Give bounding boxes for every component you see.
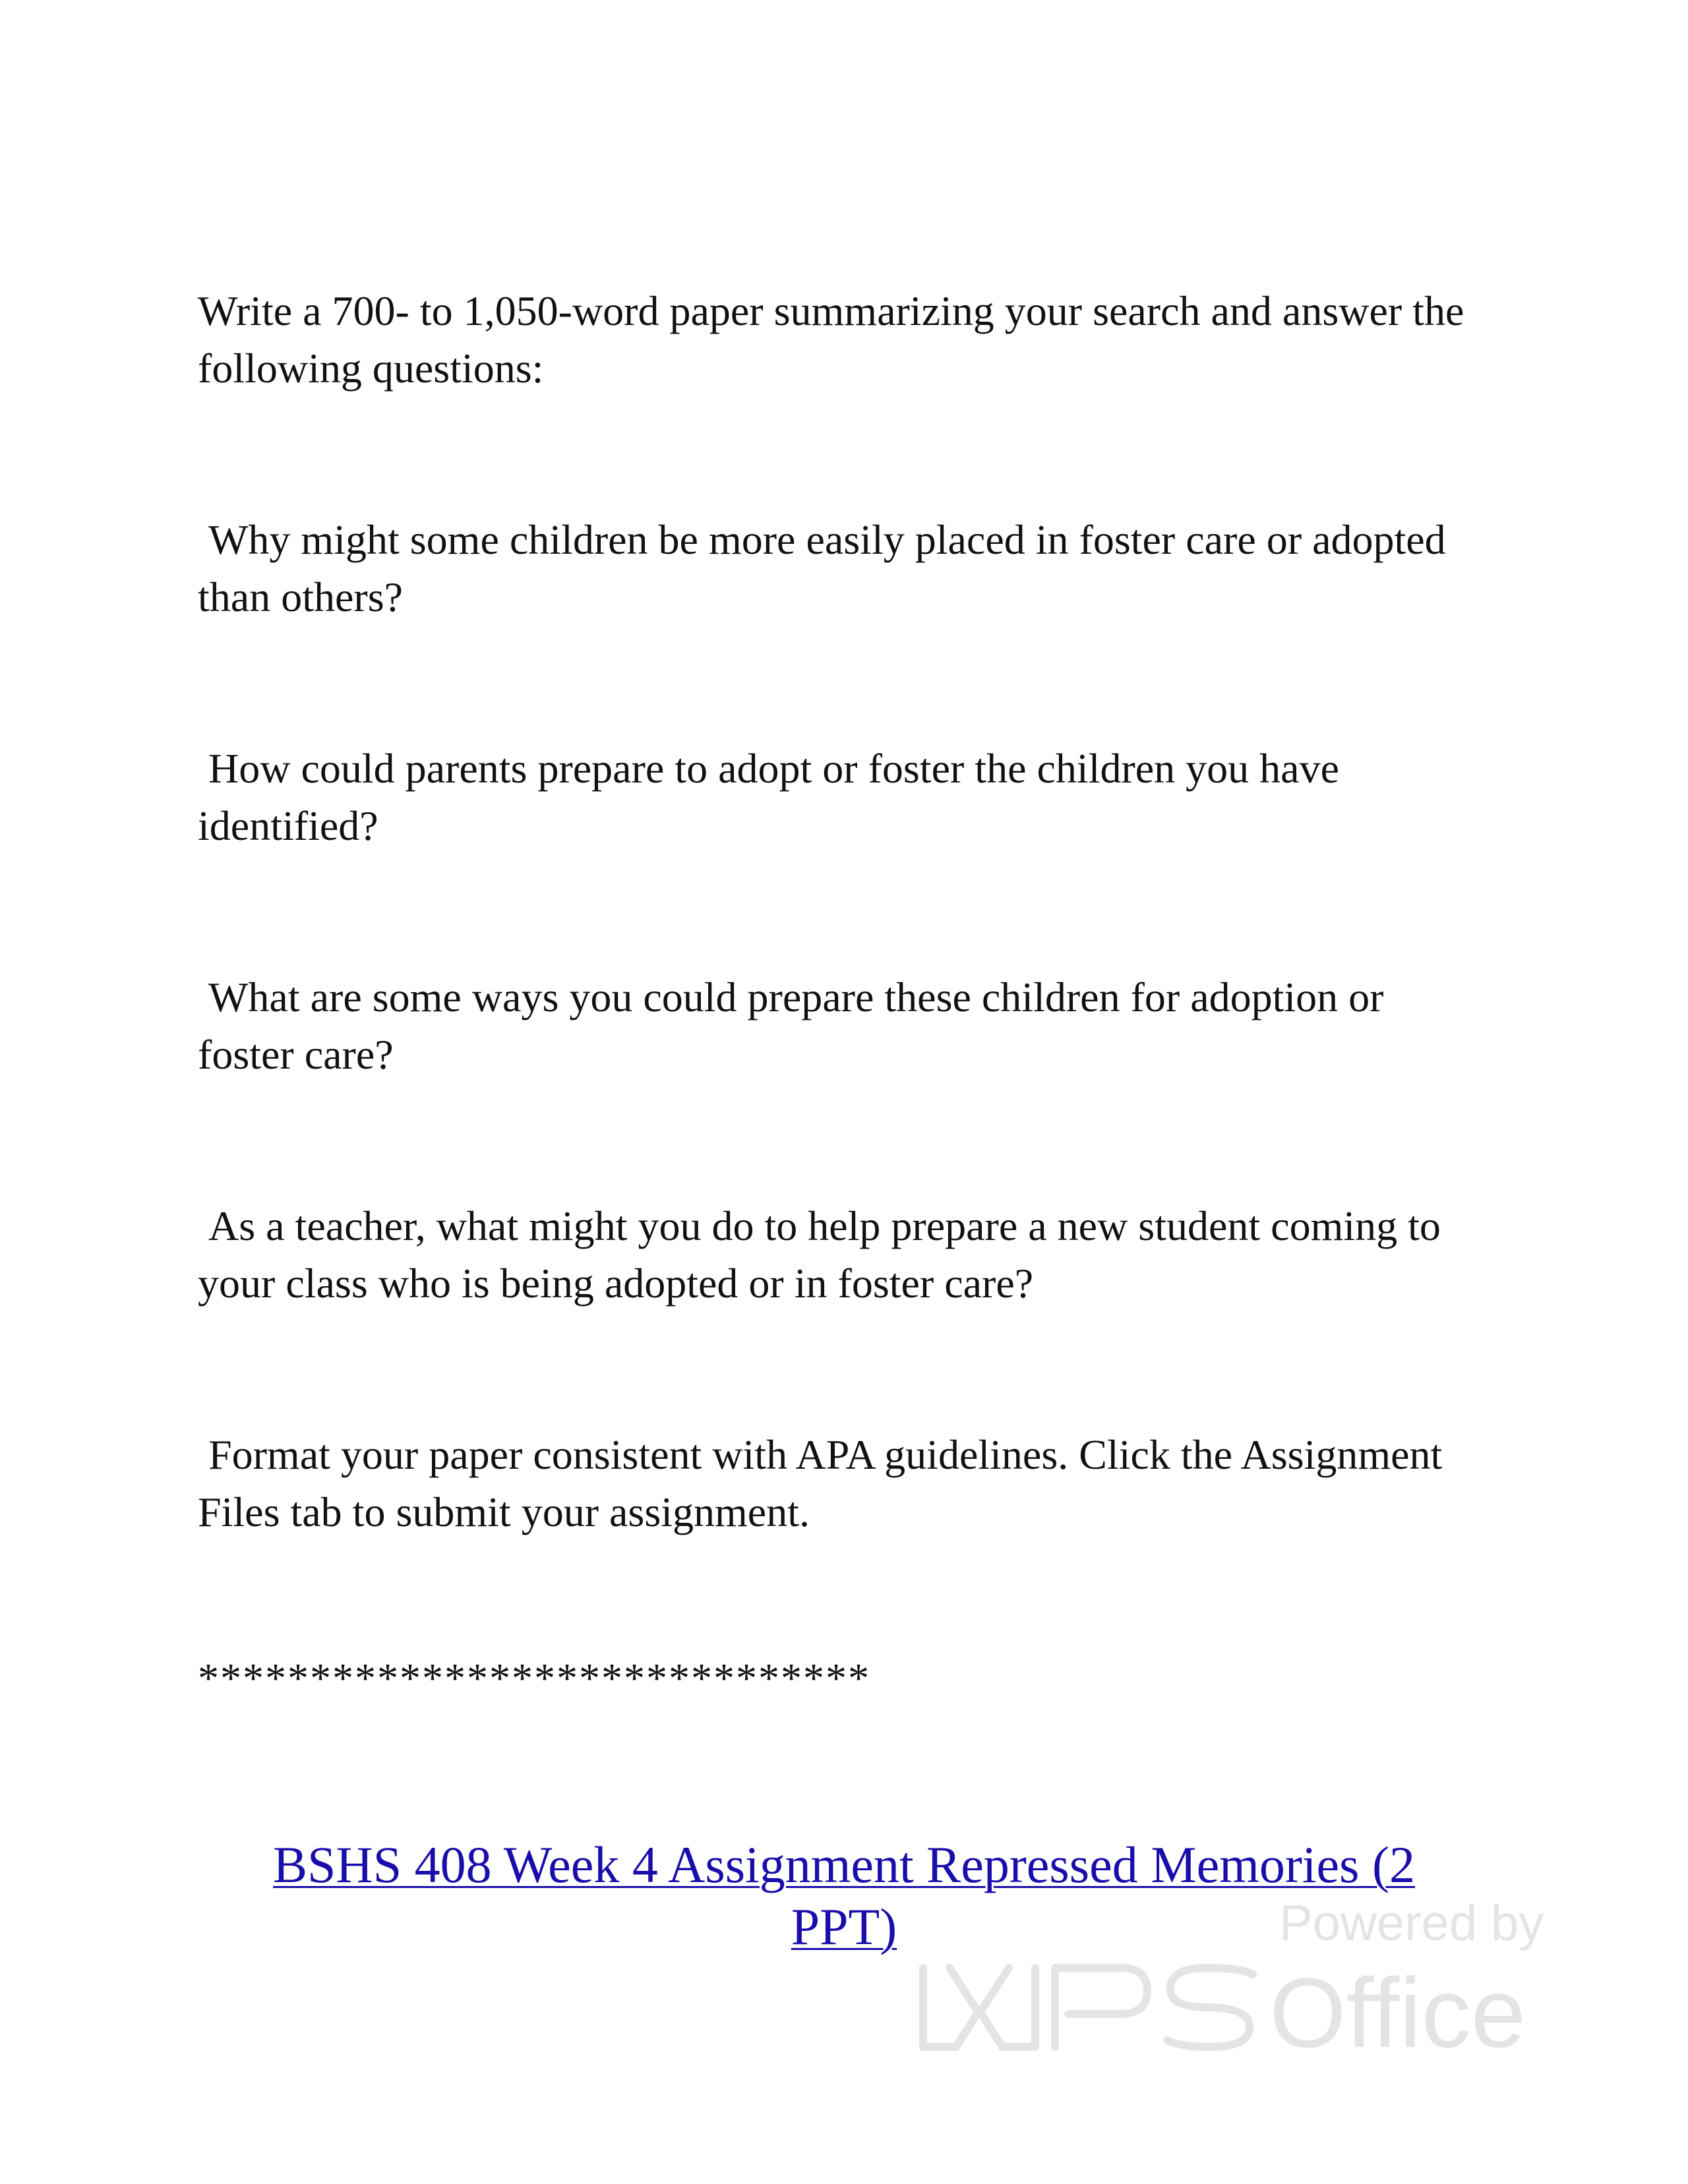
question-1: Why might some children be more easily placed in foster care or adopted than others? [198,516,1457,620]
assignment-link[interactable]: BSHS 408 Week 4 Assignment Repressed Memories (2 PPT) [273,1836,1415,1955]
question-3: What are some ways you could prepare these children for adoption or foster care? [198,974,1395,1078]
link-paragraph [218,1834,1470,1958]
wps-logo-icon [923,1968,1253,2047]
formatting-instructions: Format your paper consistent with APA guidelines. Click the Assignment Files tab to submit your assignment. [198,1431,1453,1535]
separator-stars: ****************************** [198,1655,870,1701]
watermark-powered-by: Powered by [1279,1895,1544,1951]
question-4: As a teacher, what might you do to help prepare a new student coming to your class who is being adopted or in foster care? [198,1202,1451,1307]
intro-paragraph: Write a 700- to 1,050-word paper summarizing your search and answer the following questions: [198,287,1475,392]
watermark-office: Office [1269,1957,1526,2067]
question-2: How could parents prepare to adopt or foster the children you have identified? [198,745,1350,849]
